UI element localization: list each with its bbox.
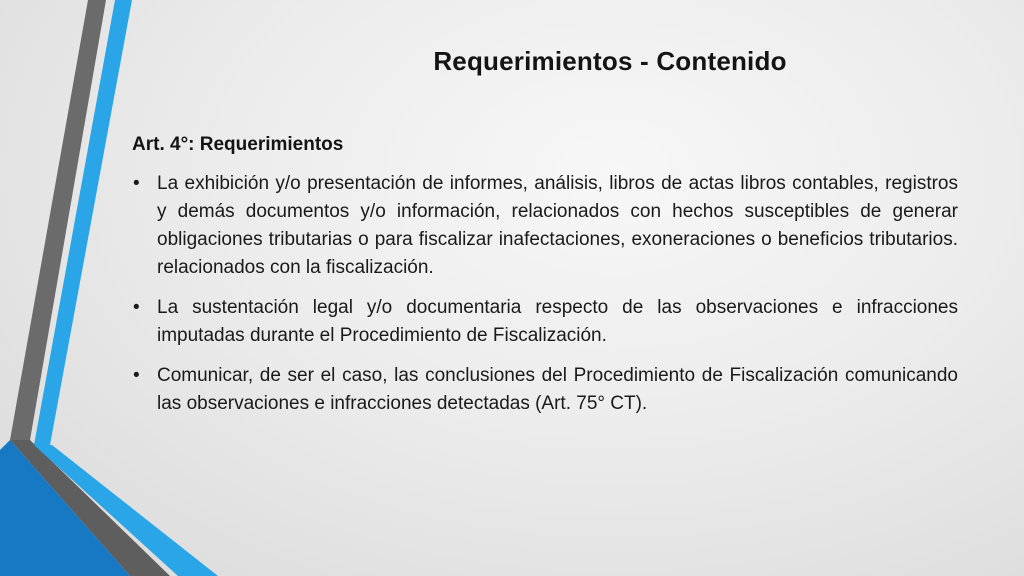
bullet-text: La exhibición y/o presentación de informes, análisis, libros de actas libros contables, registros y demás documentos y/o información, relacionados con hechos susceptibles de generar obligaciones tributarias o para fiscalizar inafectaciones, exoneraciones o beneficios tributarios. relacionados con la fiscalización.: [157, 173, 958, 278]
bullet-text: La sustentación legal y/o documentaria respecto de las observaciones e infracciones imputadas durante el Procedimiento de Fiscalización.: [157, 297, 958, 346]
bullet-list: [132, 170, 958, 418]
bullet-icon: •: [133, 365, 140, 386]
bullet-item: [132, 294, 958, 350]
slide-content: [132, 134, 958, 430]
bullet-text: Comunicar, de ser el caso, las conclusiones del Procedimiento de Fiscalización comunicando las observaciones e infracciones detectadas (Art. 75° CT).: [157, 365, 958, 414]
bullet-icon: •: [133, 297, 140, 318]
slide-title: Requerimientos - Contenido: [433, 46, 787, 76]
section-heading: Art. 4°: Requerimientos: [132, 134, 344, 155]
bullet-icon: •: [133, 173, 140, 194]
bullet-item: [132, 170, 958, 282]
bullet-item: [132, 362, 958, 418]
